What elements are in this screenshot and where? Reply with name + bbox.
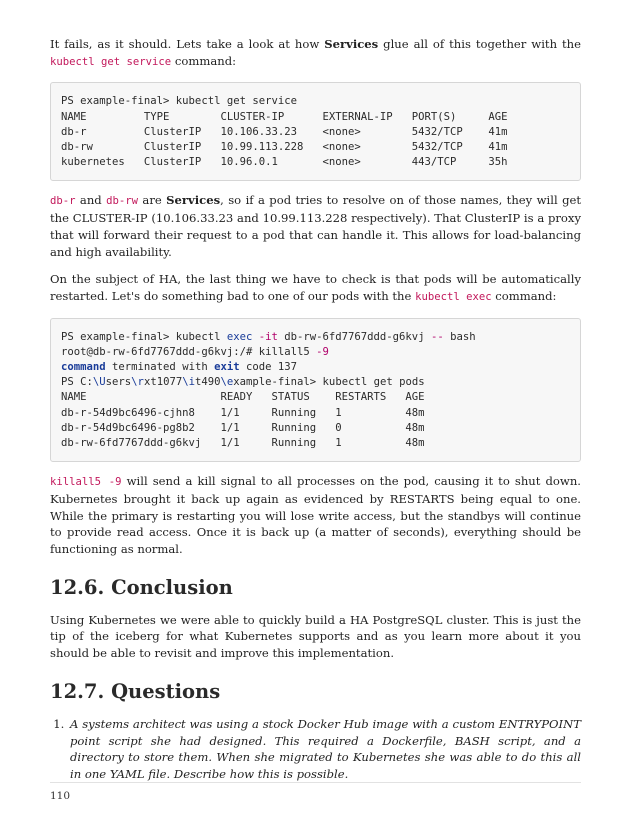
code-line: PS C:\Users\rxt1077\it490\example-final> kubectl get pods	[61, 376, 425, 389]
kill-text-rest: will send a kill signal to all processes on the pod, causing it to shut down. Kubernetes brought it back up again as evidenced by RESTARTS being equal to one. While the primary is restarting you will lose write access, but the standbys will continue to provide read access. Once it is back up (a matter of seconds), everything should be functioning as normal.	[50, 474, 581, 557]
code-line: NAME READY STATUS RESTARTS AGE	[61, 391, 425, 404]
code-line: db-rw ClusterIP 10.99.113.228 <none> 5432/TCP 41m	[61, 141, 508, 154]
services-paragraph	[50, 192, 581, 260]
code-line: PS example-final> kubectl get service	[61, 95, 297, 108]
inline-code-kubectl-exec: kubectl exec	[415, 290, 492, 303]
intro-text-1: It fails, as it should. Lets take a look at how	[50, 37, 325, 51]
code-line: kubernetes ClusterIP 10.96.0.1 <none> 443/TCP 35h	[61, 156, 508, 169]
code-line: command terminated with exit code 137	[61, 361, 298, 374]
ha-paragraph	[50, 271, 581, 305]
questions-list	[50, 716, 581, 783]
inline-code-db-r: db-r	[50, 195, 76, 208]
conclusion-heading: 12.6. Conclusion	[50, 575, 233, 599]
code-line: db-r-54d9bc6496-pg8b2 1/1 Running 0 48m	[61, 421, 425, 434]
services-text-rest: , so if a pod tries to resolve on of those names, they will get the CLUSTER-IP (10.106.33.23 and 10.99.113.228 respectively). That ClusterIP is a proxy that will forward their request to a pod that can handle it. This allows for load-balancing and high availability.	[50, 193, 582, 259]
code-block-get-service	[50, 82, 581, 181]
code-line: db-r ClusterIP 10.106.33.23 <none> 5432/TCP 41m	[61, 125, 508, 138]
footer-divider	[50, 782, 581, 783]
ha-text-2: command:	[491, 288, 557, 303]
kill-paragraph	[50, 473, 581, 558]
code-line: db-r-54d9bc6496-cjhn8 1/1 Running 1 48m	[61, 406, 425, 419]
conclusion-paragraph: Using Kubernetes we were able to quickly build a HA PostgreSQL cluster. This is just the tip of the iceberg for what Kubernetes supports and as you learn more about it you should be able to revisit and improve this implementation.	[50, 612, 581, 661]
intro-text-3: command:	[171, 53, 237, 68]
inline-code-killall5: killall5 -9	[50, 476, 122, 489]
code-line: PS example-final> kubectl exec -it db-rw-6fd7767ddd-g6kvj -- bash	[61, 330, 476, 343]
services-text-and: and	[75, 193, 107, 208]
intro-paragraph	[50, 36, 581, 70]
inline-code-db-rw: db-rw	[106, 195, 139, 208]
ha-text-1: On the subject of HA, the last thing we have to check is that pods will be automatically restarted. Let's do something bad to one of our pods with the	[50, 272, 581, 303]
code-block-exec	[50, 318, 581, 463]
questions-heading: 12.7. Questions	[50, 679, 221, 703]
page-content	[50, 36, 581, 783]
intro-services-term: Services	[324, 37, 379, 51]
services-text-are: are	[138, 193, 167, 208]
code-line: NAME TYPE CLUSTER-IP EXTERNAL-IP PORT(S) AGE	[61, 110, 508, 123]
code-line: root@db-rw-6fd7767ddd-g6kvj:/# killall5 -9	[61, 345, 329, 358]
page-number: 110	[50, 790, 71, 802]
intro-inline-code: kubectl get service	[50, 55, 172, 68]
intro-text-2: glue all of this together with the	[378, 37, 581, 51]
question-item: 1. A systems architect was using a stock Docker Hub image with a custom ENTRYPOINT point script she had designed. This required a Dockerfile, BASH script, and a directory to store them. When she migrated to Kubernetes she was able to do this all in one YAML file. Describe how this is possible.	[68, 716, 581, 783]
services-term: Services	[166, 193, 221, 208]
code-line: db-rw-6fd7767ddd-g6kvj 1/1 Running 1 48m	[61, 437, 425, 450]
